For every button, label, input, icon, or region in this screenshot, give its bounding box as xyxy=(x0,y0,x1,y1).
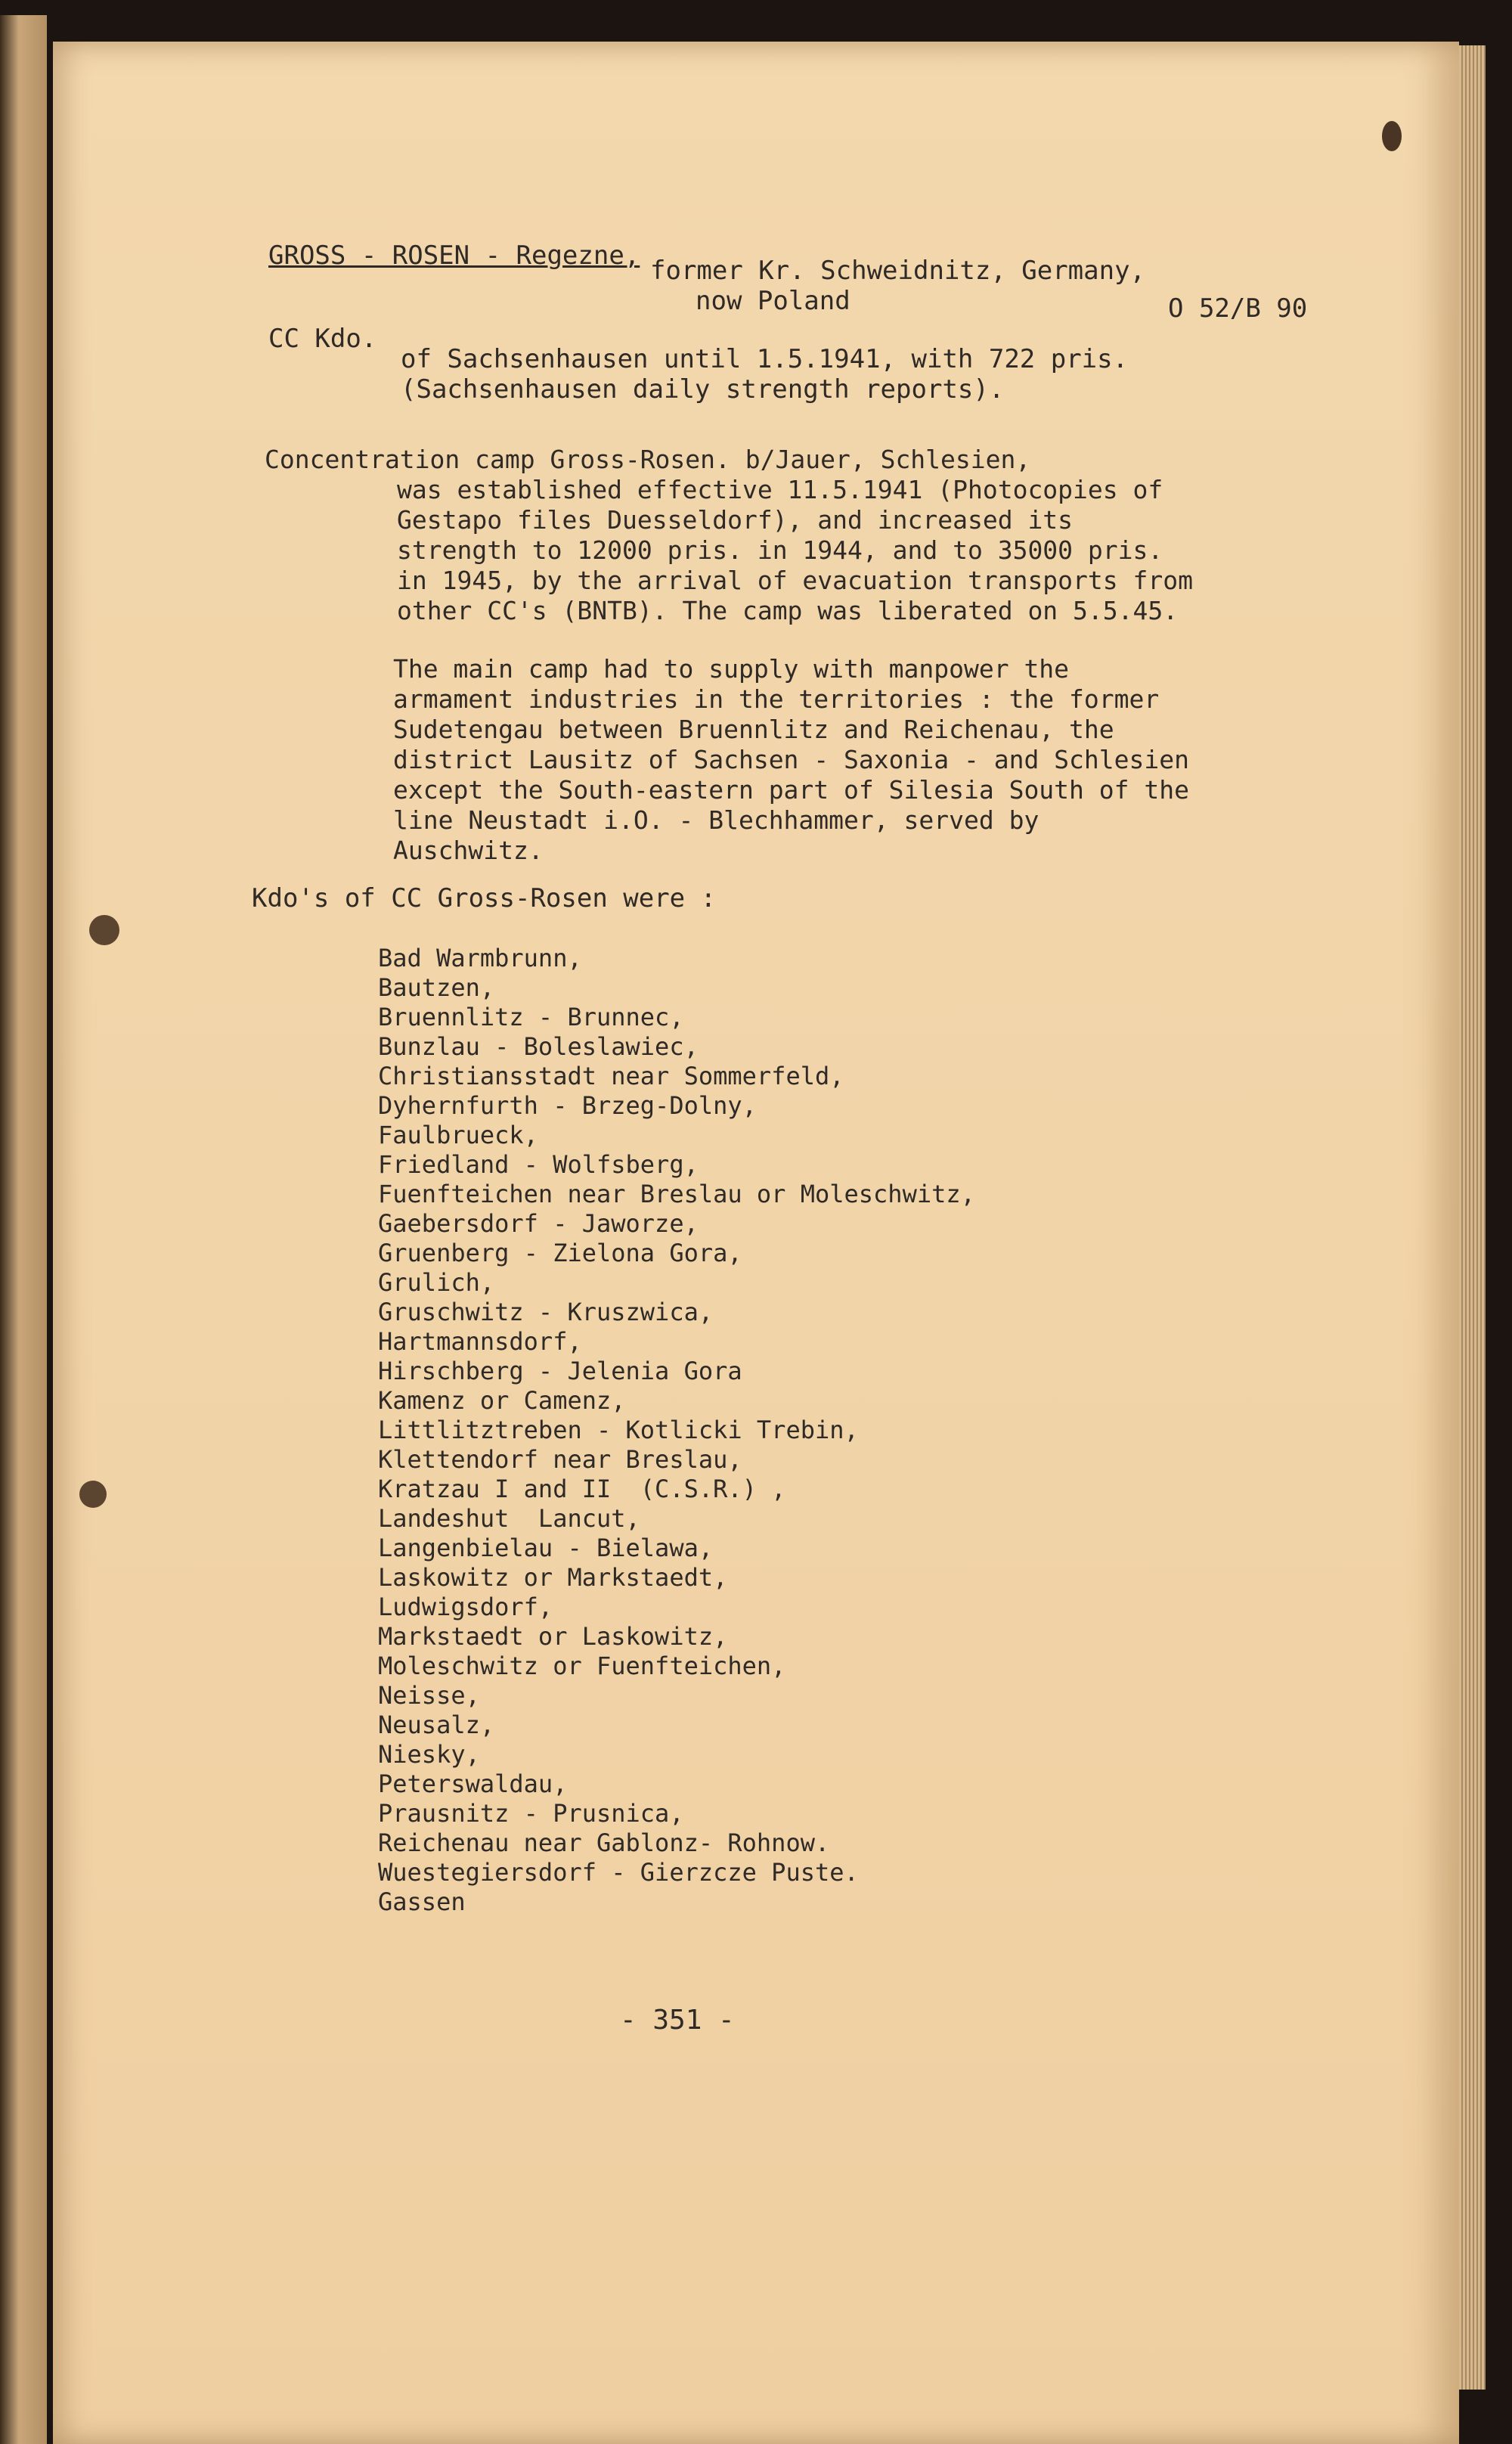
list-item: Klettendorf near Breslau, xyxy=(378,1445,742,1474)
list-item: Langenbielau - Bielawa, xyxy=(378,1534,714,1562)
list-item: Bad Warmbrunn, xyxy=(378,944,582,972)
list-item: Ludwigsdorf, xyxy=(378,1593,553,1621)
list-item: Faulbrueck, xyxy=(378,1121,538,1149)
list-item: Grulich, xyxy=(378,1268,495,1297)
list-item: Neusalz, xyxy=(378,1710,495,1739)
list-item: Niesky, xyxy=(378,1740,480,1769)
list-item: Hartmannsdorf, xyxy=(378,1327,582,1356)
cc-kdo-line-2: (Sachsenhausen daily strength reports). xyxy=(401,374,1005,405)
list-item: Gaebersdorf - Jaworze, xyxy=(378,1209,699,1238)
list-item: Gassen xyxy=(378,1887,466,1916)
file-code: O 52/B 90 xyxy=(1168,293,1308,324)
list-item: Gruschwitz - Kruszwica, xyxy=(378,1298,714,1326)
list-item: Bruennlitz - Brunnec, xyxy=(378,1003,684,1031)
list-item: Kratzau I and II (C.S.R.) , xyxy=(378,1475,786,1503)
paragraph-1-lead: Concentration camp Gross-Rosen. b/Jauer, Schlesien, xyxy=(265,445,1031,474)
list-item: Littlitztreben - Kotlicki Trebin, xyxy=(378,1416,859,1444)
binding-hole-middle xyxy=(79,1481,107,1508)
list-item: Friedland - Wolfsberg, xyxy=(378,1150,699,1179)
list-item: Reichenau near Gablonz- Rohnow. xyxy=(378,1828,830,1857)
current-country: now Poland xyxy=(696,286,850,316)
cc-kdo-line-1: of Sachsenhausen until 1.5.1941, with 722 pris. xyxy=(401,344,1129,374)
binding-hole-top xyxy=(89,915,119,945)
list-item: Laskowitz or Markstaedt, xyxy=(378,1563,728,1592)
cc-kdo-label: CC Kdo. xyxy=(268,324,377,354)
list-item: Landeshut Lancut, xyxy=(378,1504,640,1533)
list-item: Gruenberg - Zielona Gora, xyxy=(378,1239,742,1267)
list-item: Kamenz or Camenz, xyxy=(378,1386,626,1415)
paragraph-1-body: was established effective 11.5.1941 (Photocopies of Gestapo files Duesseldorf), and increased its strength to 12000 pris. in 1944, and to 35000 pris. in 1945, by the arrival of evacuation transports from other CC's (BNTB). The camp was liberated on 5.5.45. xyxy=(397,475,1193,625)
list-item: Hirschberg - Jelenia Gora xyxy=(378,1357,742,1385)
list-item: Moleschwitz or Fuenfteichen, xyxy=(378,1652,786,1680)
list-item: Christiansstadt near Sommerfeld, xyxy=(378,1062,844,1090)
list-item: Wuestegiersdorf - Gierzcze Puste. xyxy=(378,1858,859,1887)
list-item: Dyhernfurth - Brzeg-Dolny, xyxy=(378,1091,757,1120)
kdo-list xyxy=(378,944,975,1917)
document-title: GROSS - ROSEN - Regezne, xyxy=(268,240,640,271)
list-item: Neisse, xyxy=(378,1681,480,1710)
list-item: Prausnitz - Prusnica, xyxy=(378,1799,684,1828)
paragraph-2-body: The main camp had to supply with manpower the armament industries in the territories : the former Sudetengau between Bruennlitz and Reichenau, the district Lausitz of Sachsen - Saxonia - and Schlesien except the South-eastern part of Silesia South of the line Neustadt i.O. - Blechhammer, served by Auschwitz. xyxy=(393,654,1189,865)
list-item: Markstaedt or Laskowitz, xyxy=(378,1622,728,1651)
former-location: former Kr. Schweidnitz, Germany, xyxy=(650,256,1146,286)
list-item: Bautzen, xyxy=(378,973,495,1002)
kdo-list-heading: Kdo's of CC Gross-Rosen were : xyxy=(252,883,717,913)
list-item: Fuenfteichen near Breslau or Moleschwitz, xyxy=(378,1180,975,1208)
list-item: Peterswaldau, xyxy=(378,1769,568,1798)
book-spine-left-page xyxy=(0,15,47,2444)
list-item: Bunzlau - Boleslawiec, xyxy=(378,1032,699,1061)
page-number: - 351 - xyxy=(620,2005,735,2036)
stain-spot xyxy=(1382,121,1402,151)
